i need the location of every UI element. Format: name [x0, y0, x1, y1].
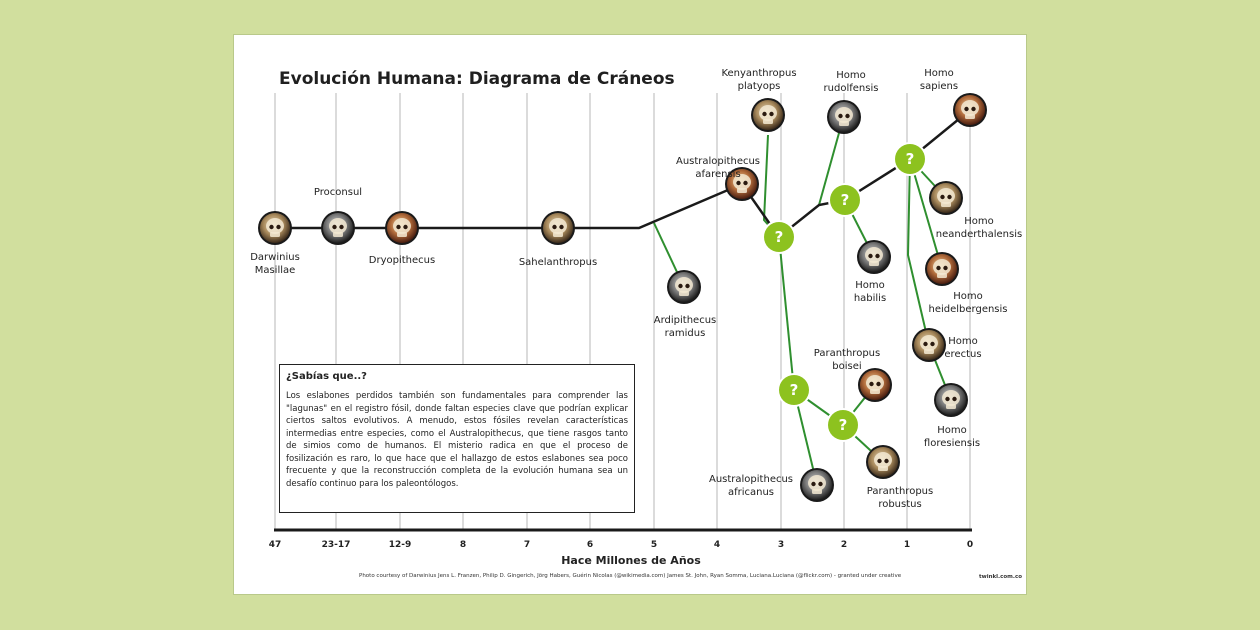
axis-tick-label: 8	[459, 540, 467, 550]
skull-boisei-icon	[858, 368, 892, 402]
axis-tick-label: 47	[268, 540, 282, 550]
page-title: Evolución Humana: Diagrama de Cráneos	[279, 69, 675, 89]
species-label-floresiensis: Homo floresiensis	[923, 425, 981, 449]
species-label-dryopithecus: Dryopithecus	[368, 255, 436, 266]
species-label-boisei: Paranthropus boisei	[813, 348, 881, 372]
unknown-link-node	[893, 142, 927, 176]
skull-floresiensis-icon	[934, 383, 968, 417]
poster-sheet	[233, 34, 1027, 595]
species-label-afarensis: Australopithecus afarensis	[675, 156, 761, 180]
did-you-know-box	[279, 364, 635, 513]
species-label-robustus: Paranthropus robustus	[866, 486, 934, 510]
unknown-mark: ?	[905, 150, 915, 168]
axis-title: Hace Millones de Años	[561, 554, 701, 567]
axis-tick-label: 5	[650, 540, 658, 550]
species-label-africanus: Australopithecus africanus	[708, 474, 794, 498]
species-label-darwinius: Darwinius Masillae	[250, 252, 300, 276]
axis-tick-label: 2	[840, 540, 848, 550]
skull-sapiens-icon	[953, 93, 987, 127]
axis-tick-label: 4	[713, 540, 721, 550]
species-label-habilis: Homo habilis	[853, 280, 887, 304]
axis-tick-label: 0	[966, 540, 974, 550]
unknown-mark: ?	[840, 191, 850, 209]
brand-url: twinkl.com.co	[979, 574, 1023, 580]
species-label-rudolfensis: Homo rudolfensis	[823, 70, 879, 94]
photo-credits: Photo courtesy of Darwinius Jens L. Franzen, Philip D. Gingerich, Jörg Habers, Guérin Nicolas (@wikimedia.com) James St. John, Ryan Somma, Luciana.Luciana (@flickr.com) - granted under creative	[359, 573, 902, 579]
skull-sahelanthropus-icon	[541, 211, 575, 245]
skull-darwinius-icon	[258, 211, 292, 245]
species-label-proconsul: Proconsul	[313, 187, 363, 198]
skull-heidelbergensis-icon	[925, 252, 959, 286]
axis-tick-label: 6	[586, 540, 594, 550]
axis-tick-label: 3	[777, 540, 785, 550]
skull-neanderthalensis-icon	[929, 181, 963, 215]
species-label-sapiens: Homo sapiens	[919, 68, 959, 92]
main-lineage-line	[275, 110, 970, 237]
axis-tick-label: 12-9	[388, 540, 412, 550]
unknown-link-node	[826, 408, 860, 442]
species-label-sahelanthropus: Sahelanthropus	[518, 257, 598, 268]
unknown-mark: ?	[789, 381, 799, 399]
skull-rudolfensis-icon	[827, 100, 861, 134]
info-box-body: Los eslabones perdidos también son fundamentales para comprender las "lagunas" en el registro fósil, donde faltan especies clave que podrían explicar ciertos saltos evolutivos. A menudo, estos fósiles revelan características intermedias entre especies, como el Australopithecus, que tiene rasgos tanto de simios como de humanos. El misterio radica en que el proceso de fosilización es raro, lo que hace que el hallazgo de estos eslabones sea poco frecuente y que la reconstrucción completa de la evolución humana sea un desafío continuo para los paleontólogos.	[286, 391, 628, 489]
skull-dryopithecus-icon	[385, 211, 419, 245]
species-label-heidelbergensis: Homo heidelbergensis	[928, 291, 1008, 315]
axis-tick-label: 7	[523, 540, 531, 550]
axis-tick-label: 23-17	[321, 540, 351, 550]
unknown-link-node	[828, 183, 862, 217]
species-label-ardipithecus: Ardipithecus ramidus	[653, 315, 717, 339]
skull-ardipithecus-icon	[667, 270, 701, 304]
species-label-erectus: Homo erectus	[944, 336, 982, 360]
species-label-neanderthalensis: Homo neanderthalensis	[935, 216, 1023, 240]
unknown-mark: ?	[838, 416, 848, 434]
skull-robustus-icon	[866, 445, 900, 479]
info-box-title: ¿Sabías que..?	[286, 371, 367, 382]
axis-tick-label: 1	[903, 540, 911, 550]
species-label-kenyanthropus: Kenyanthropus platyops	[721, 68, 797, 92]
unknown-link-node	[777, 373, 811, 407]
skull-kenyanthropus-icon	[751, 98, 785, 132]
unknown-link-node	[762, 220, 796, 254]
unknown-mark: ?	[774, 228, 784, 246]
skull-proconsul-icon	[321, 211, 355, 245]
skull-habilis-icon	[857, 240, 891, 274]
